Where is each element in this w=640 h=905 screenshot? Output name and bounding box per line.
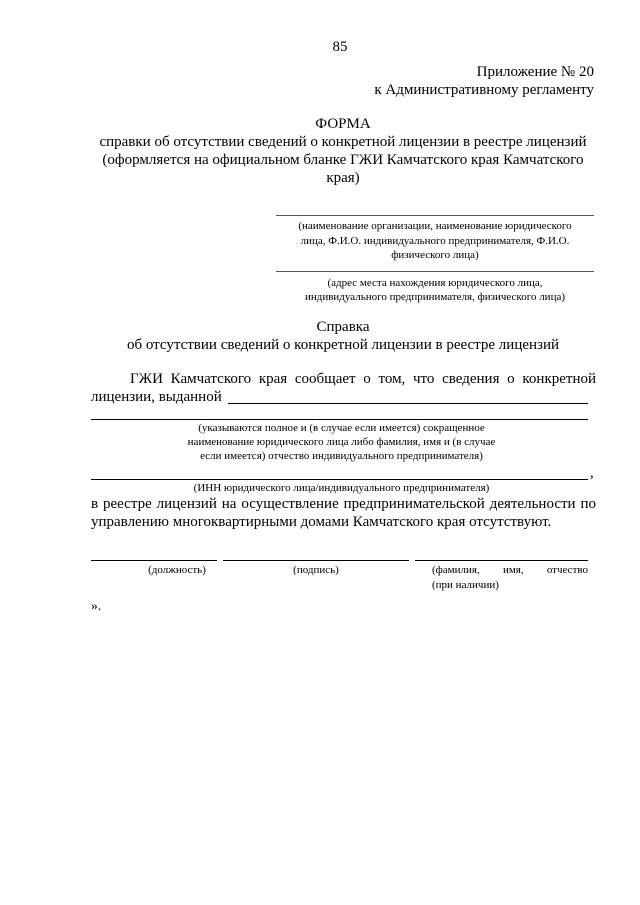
body-paragraph-2-line-2: управлению многоквартирными домами Камчатского края отсутствуют. [91, 514, 552, 530]
signature-line[interactable] [223, 560, 409, 561]
position-line[interactable] [91, 560, 217, 561]
recipient-name-hint-2: лица, Ф.И.О. индивидуального предпринимателя, Ф.И.О. [300, 235, 570, 247]
license-holder-hint-3: если имеется) отчество индивидуального предпринимателя) [200, 450, 483, 462]
body-paragraph-2-line-1: в реестре лицензий на осуществление предпринимательской деятельности по [91, 496, 596, 512]
recipient-name-hint-1: (наименование организации, наименование юридического [298, 220, 572, 232]
appendix-line-1: Приложение № 20 [476, 64, 594, 80]
page-number: 85 [332, 39, 348, 55]
recipient-name-line[interactable] [276, 215, 594, 216]
form-title: ФОРМА [315, 116, 371, 132]
license-holder-hint-1: (указываются полное и (в случае если имеется) сокращенное [198, 422, 485, 434]
inn-hint: (ИНН юридического лица/индивидуального предпринимателя) [193, 482, 490, 494]
license-holder-hint-2: наименование юридического лица либо фамилия, имя и (в случае [187, 436, 496, 448]
full-name-hint-1: (фамилия, имя, отчество [432, 564, 588, 576]
recipient-address-hint-1: (адрес места нахождения юридического лица, [327, 277, 543, 289]
position-hint: (должность) [148, 564, 206, 576]
form-subtitle-line-2: (оформляется на официальном бланке ГЖИ Камчатского края Камчатского [102, 152, 584, 168]
recipient-address-line[interactable] [276, 271, 594, 272]
form-subtitle-line-3: края) [326, 170, 360, 186]
certificate-title: Справка [316, 319, 370, 335]
recipient-name-hint-3: физического лица) [391, 249, 479, 261]
inn-comma: , [590, 465, 594, 481]
inn-line[interactable] [91, 479, 588, 480]
license-holder-line-1[interactable] [228, 403, 588, 404]
closing-quote-mark: ». [91, 598, 102, 613]
body-paragraph-1-line-1: ГЖИ Камчатского края сообщает о том, что сведения о конкретной [130, 371, 596, 387]
recipient-address-hint-2: индивидуального предпринимателя, физического лица) [304, 291, 566, 303]
body-paragraph-1-line-2: лицензии, выданной [91, 389, 222, 405]
signature-hint: (подпись) [293, 564, 339, 576]
license-holder-line-2[interactable] [91, 419, 588, 420]
certificate-subtitle: об отсутствии сведений о конкретной лицензии в реестре лицензий [126, 337, 560, 353]
full-name-line[interactable] [415, 560, 588, 561]
appendix-line-2: к Административному регламенту [374, 82, 594, 98]
form-subtitle-line-1: справки об отсутствии сведений о конкретной лицензии в реестре лицензий [99, 134, 587, 150]
full-name-hint-2: (при наличии) [432, 579, 499, 591]
